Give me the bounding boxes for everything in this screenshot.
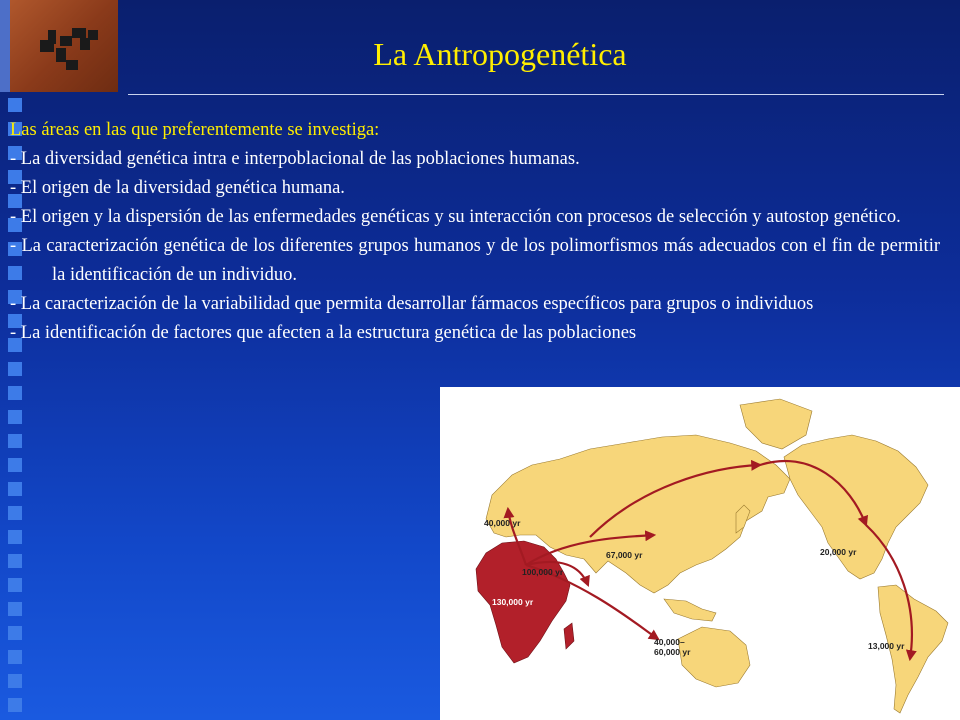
- strip-square: [8, 362, 22, 376]
- left-decorative-strip: [0, 0, 30, 720]
- slide-title: La Antropogenética: [373, 36, 627, 72]
- label-40000: 40,000 yr: [484, 518, 521, 528]
- strip-square: [8, 554, 22, 568]
- research-areas-list: [10, 116, 940, 348]
- list-item: - La caracterización genética de los diferentes grupos humanos y de los polimorfismos más adecuados con el fin de permitir la identificación de un individuo.: [10, 236, 940, 285]
- strip-square: [8, 506, 22, 520]
- logo-block: [60, 36, 72, 46]
- logo-block: [72, 28, 86, 38]
- label-67000: 67,000 yr: [606, 550, 643, 560]
- logo-stripe: [0, 0, 10, 92]
- label-40000-60000-line2: 60,000 yr: [654, 647, 691, 657]
- strip-square: [8, 434, 22, 448]
- label-13000: 13,000 yr: [868, 641, 905, 651]
- logo-block: [88, 30, 98, 40]
- list-item: - La caracterización de la variabilidad que permita desarrollar fármacos específicos para grupos o individuos: [10, 294, 814, 314]
- strip-square: [8, 530, 22, 544]
- logo-block: [56, 48, 66, 62]
- human-migration-map: [440, 387, 960, 720]
- list-item: - La identificación de factores que afecten a la estructura genética de las poblaciones: [10, 323, 637, 343]
- australia-landmass: [678, 627, 750, 687]
- strip-square: [8, 698, 22, 712]
- strip-square: [8, 674, 22, 688]
- migration-map-svg: [440, 387, 960, 720]
- list-item: - La diversidad genética intra e interpoblacional de las poblaciones humanas.: [10, 149, 580, 169]
- list-intro: Las áreas en las que preferentemente se investiga:: [10, 120, 380, 140]
- list-item: - El origen de la diversidad genética humana.: [10, 178, 345, 198]
- strip-square: [8, 410, 22, 424]
- strip-square: [8, 650, 22, 664]
- label-130000: 130,000 yr: [492, 597, 534, 607]
- label-40000-60000-line1: 40,000–: [654, 637, 685, 647]
- title-divider: [128, 94, 944, 95]
- strip-square: [8, 626, 22, 640]
- university-logo: [0, 0, 118, 92]
- greenland-landmass: [740, 399, 812, 449]
- label-100000: 100,000 yr: [522, 567, 564, 577]
- strip-square: [8, 98, 22, 112]
- strip-square: [8, 458, 22, 472]
- logo-block: [66, 60, 78, 70]
- madagascar-landmass: [564, 623, 574, 649]
- strip-square: [8, 386, 22, 400]
- north-america-landmass: [784, 435, 928, 579]
- label-20000: 20,000 yr: [820, 547, 857, 557]
- logo-block: [48, 30, 56, 44]
- strip-square: [8, 482, 22, 496]
- list-item: - El origen y la dispersión de las enfermedades genéticas y su interacción con procesos de selección y autostop genético.: [10, 207, 901, 227]
- strip-square: [8, 602, 22, 616]
- indonesia-landmass: [664, 599, 716, 621]
- strip-square: [8, 578, 22, 592]
